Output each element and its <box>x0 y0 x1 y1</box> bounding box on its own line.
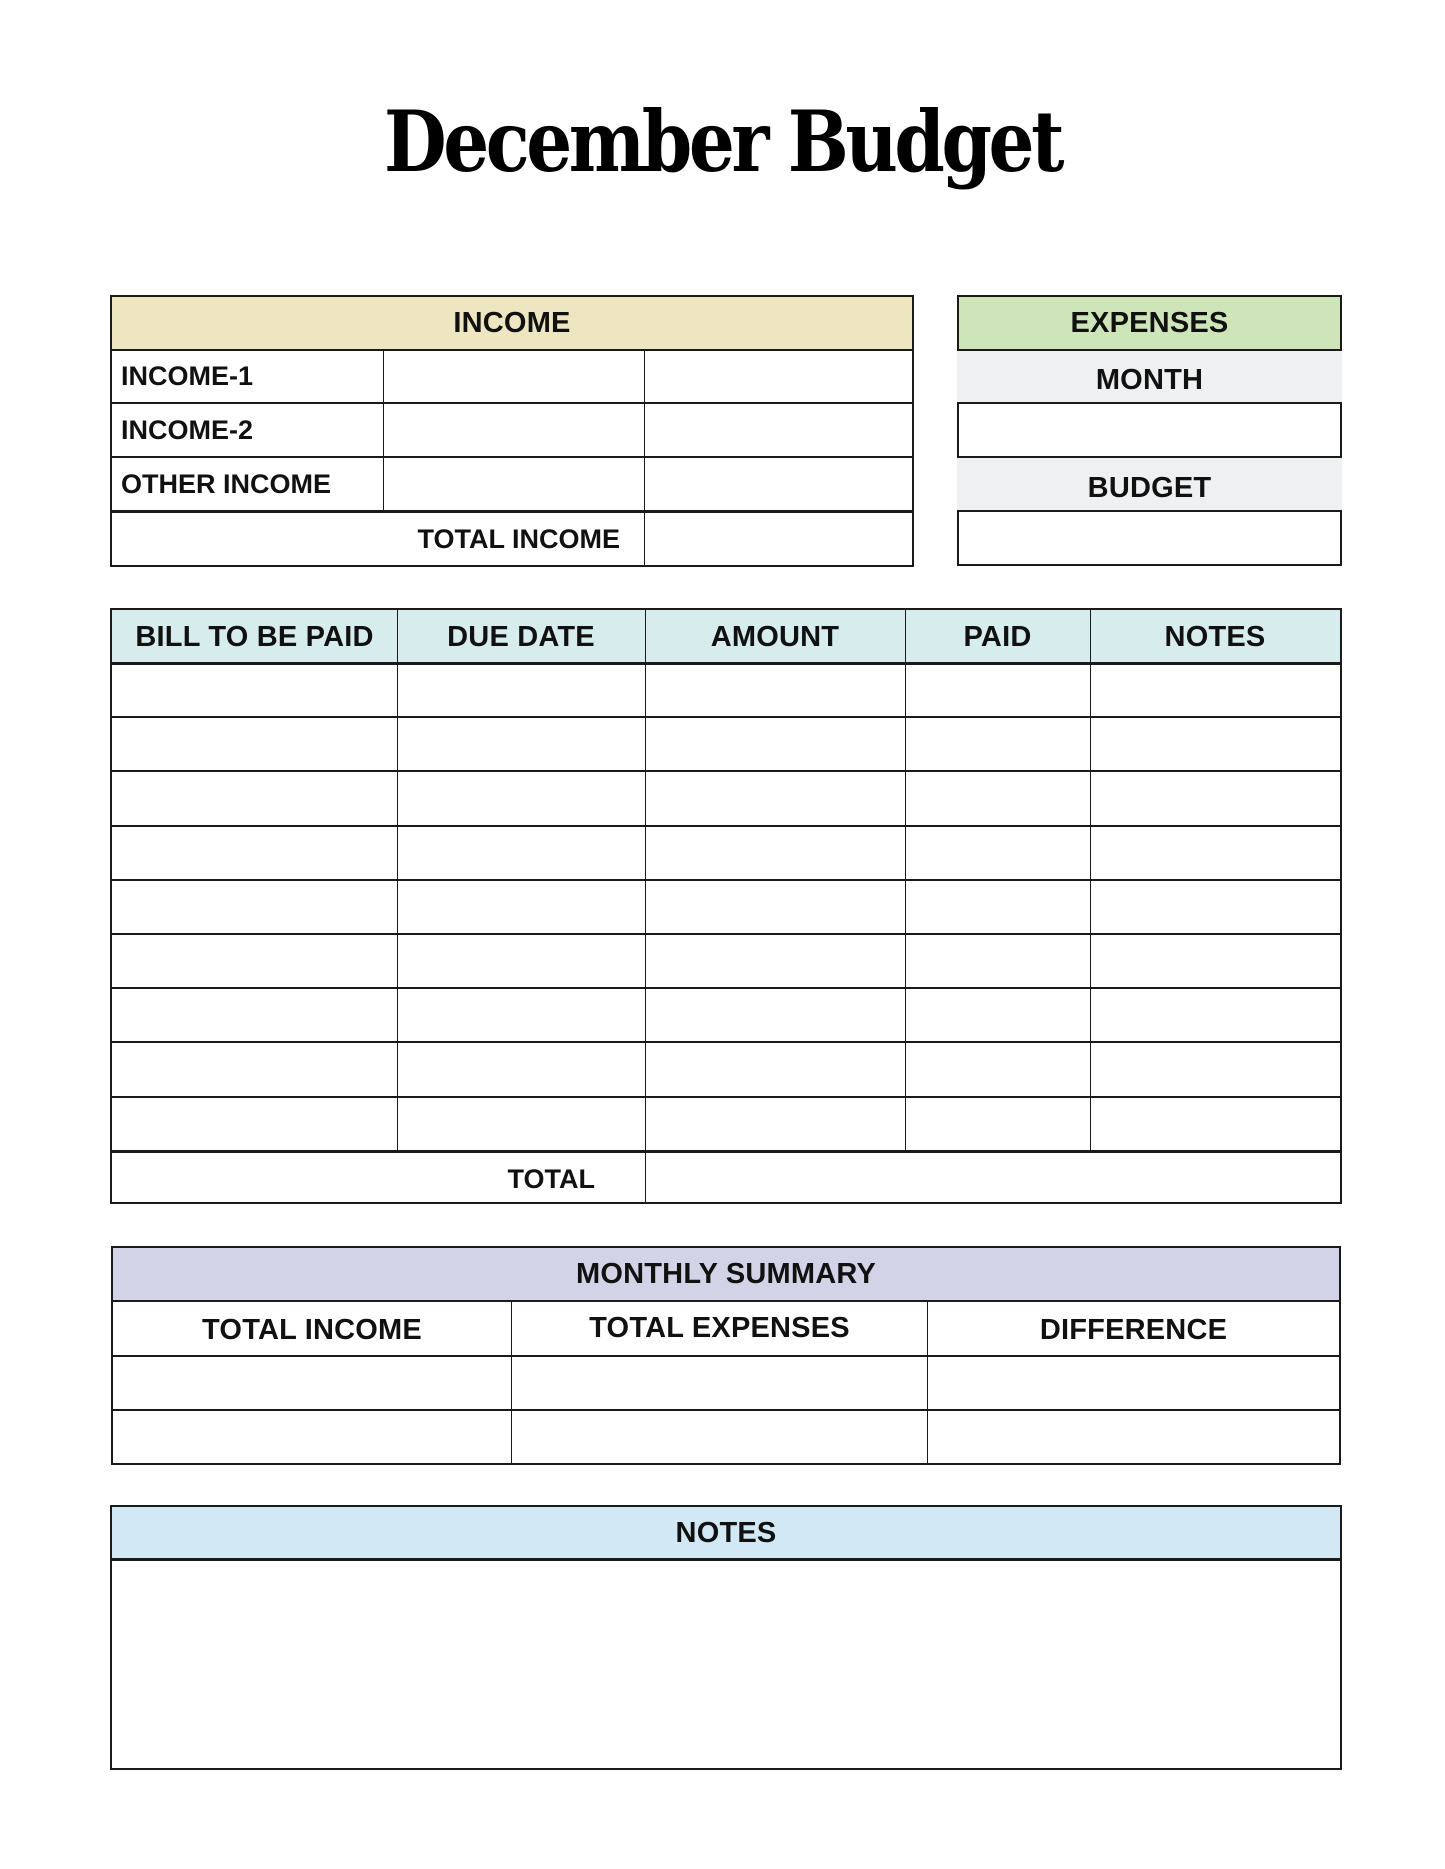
bill-row-2-due-date-field[interactable] <box>399 719 643 768</box>
bill-row-5-paid-field[interactable] <box>907 882 1088 931</box>
bill-row-1-notes-field[interactable] <box>1092 665 1338 714</box>
bill-row-4-due-date-field[interactable] <box>399 828 643 877</box>
bill-row-6-paid-field[interactable] <box>907 936 1088 985</box>
bills-col-paid: PAID <box>963 620 1032 653</box>
bill-row-6-amount-field[interactable] <box>647 936 903 985</box>
bill-row-8-amount-field[interactable] <box>647 1044 903 1093</box>
bill-row-5-due-date-field[interactable] <box>399 882 643 931</box>
divider <box>110 1558 1342 1561</box>
bill-row-7-due-date-field[interactable] <box>399 990 643 1039</box>
bills-col-amount: AMOUNT <box>710 620 840 653</box>
divider <box>905 610 906 1150</box>
summary-total-income-1[interactable] <box>113 1357 510 1408</box>
divider <box>110 933 1342 935</box>
summary-col-total-income: TOTAL INCOME <box>202 1314 422 1346</box>
summary-col-difference: DIFFERENCE <box>1039 1314 1228 1346</box>
income-2-field-a[interactable] <box>385 404 643 455</box>
budget-label: BUDGET <box>957 458 1342 510</box>
bill-row-7-amount-field[interactable] <box>647 990 903 1039</box>
bills-col-due-date: DUE DATE <box>447 620 595 653</box>
bills-col-notes: NOTES <box>1164 620 1266 653</box>
bill-row-1-due-date-field[interactable] <box>399 665 643 714</box>
bill-row-3-amount-field[interactable] <box>647 773 903 822</box>
bill-row-2-paid-field[interactable] <box>907 719 1088 768</box>
bills-total-label: TOTAL <box>507 1163 595 1194</box>
income-1-field-b[interactable] <box>646 351 912 401</box>
bill-row-4-amount-field[interactable] <box>647 828 903 877</box>
income-header: INCOME <box>112 297 912 350</box>
divider <box>383 350 384 511</box>
income-row-label-3: OTHER INCOME <box>121 468 332 499</box>
budget-field[interactable] <box>960 513 1339 563</box>
divider <box>645 610 646 1203</box>
bills-total-field[interactable] <box>647 1152 1339 1202</box>
bill-row-9-due-date-field[interactable] <box>399 1099 643 1148</box>
bill-row-2-notes-field[interactable] <box>1092 719 1338 768</box>
bill-row-5-amount-field[interactable] <box>647 882 903 931</box>
bill-row-1-bill-field[interactable] <box>114 665 395 714</box>
bill-row-4-paid-field[interactable] <box>907 828 1088 877</box>
income-row-label-2: INCOME-2 <box>121 414 254 445</box>
income-1-field-a[interactable] <box>385 351 643 401</box>
divider <box>1090 610 1091 1150</box>
summary-total-expenses-2[interactable] <box>513 1411 926 1463</box>
bill-row-7-bill-field[interactable] <box>114 990 395 1039</box>
bill-row-7-paid-field[interactable] <box>907 990 1088 1039</box>
month-label: MONTH <box>957 351 1342 403</box>
bill-row-9-bill-field[interactable] <box>114 1099 395 1148</box>
notes-field[interactable] <box>112 1562 1340 1768</box>
divider <box>110 825 1342 827</box>
bill-row-3-bill-field[interactable] <box>114 773 395 822</box>
divider <box>110 879 1342 881</box>
income-row-label-1: INCOME-1 <box>121 361 254 391</box>
bill-row-9-paid-field[interactable] <box>907 1099 1088 1148</box>
bill-row-9-amount-field[interactable] <box>647 1099 903 1148</box>
bill-row-6-due-date-field[interactable] <box>399 936 643 985</box>
bill-row-5-notes-field[interactable] <box>1092 882 1338 931</box>
bill-row-2-amount-field[interactable] <box>647 719 903 768</box>
divider <box>110 1041 1342 1043</box>
other-income-field-b[interactable] <box>646 458 912 509</box>
divider <box>110 987 1342 989</box>
page-title: December Budget <box>383 92 1062 191</box>
bill-row-1-amount-field[interactable] <box>647 665 903 714</box>
divider <box>110 770 1342 772</box>
summary-header: MONTHLY SUMMARY <box>113 1248 1339 1301</box>
bill-row-8-notes-field[interactable] <box>1092 1044 1338 1093</box>
other-income-field-a[interactable] <box>385 458 643 509</box>
bill-row-4-bill-field[interactable] <box>114 828 395 877</box>
divider <box>397 610 398 1150</box>
expenses-header: EXPENSES <box>957 295 1342 351</box>
bill-row-7-notes-field[interactable] <box>1092 990 1338 1039</box>
total-income-field[interactable] <box>646 513 912 565</box>
bill-row-3-notes-field[interactable] <box>1092 773 1338 822</box>
notes-header: NOTES <box>112 1507 1340 1559</box>
bill-row-4-notes-field[interactable] <box>1092 828 1338 877</box>
divider <box>110 716 1342 718</box>
summary-total-expenses-1[interactable] <box>513 1357 926 1408</box>
bill-row-5-bill-field[interactable] <box>114 882 395 931</box>
summary-difference-2[interactable] <box>929 1411 1339 1463</box>
summary-total-income-2[interactable] <box>113 1411 510 1463</box>
divider <box>110 1096 1342 1098</box>
divider <box>644 350 645 566</box>
bill-row-6-bill-field[interactable] <box>114 936 395 985</box>
income-2-field-b[interactable] <box>646 404 912 455</box>
month-field[interactable] <box>960 405 1339 455</box>
bill-row-6-notes-field[interactable] <box>1092 936 1338 985</box>
bill-row-9-notes-field[interactable] <box>1092 1099 1338 1148</box>
bills-col-bill: BILL TO BE PAID <box>135 620 374 653</box>
bill-row-2-bill-field[interactable] <box>114 719 395 768</box>
summary-col-total-expenses: TOTAL EXPENSES <box>589 1312 850 1344</box>
bill-row-1-paid-field[interactable] <box>907 665 1088 714</box>
summary-difference-1[interactable] <box>929 1357 1339 1408</box>
bill-row-8-due-date-field[interactable] <box>399 1044 643 1093</box>
bill-row-8-bill-field[interactable] <box>114 1044 395 1093</box>
total-income-label: TOTAL INCOME <box>417 523 620 554</box>
bill-row-3-paid-field[interactable] <box>907 773 1088 822</box>
bill-row-3-due-date-field[interactable] <box>399 773 643 822</box>
bill-row-8-paid-field[interactable] <box>907 1044 1088 1093</box>
